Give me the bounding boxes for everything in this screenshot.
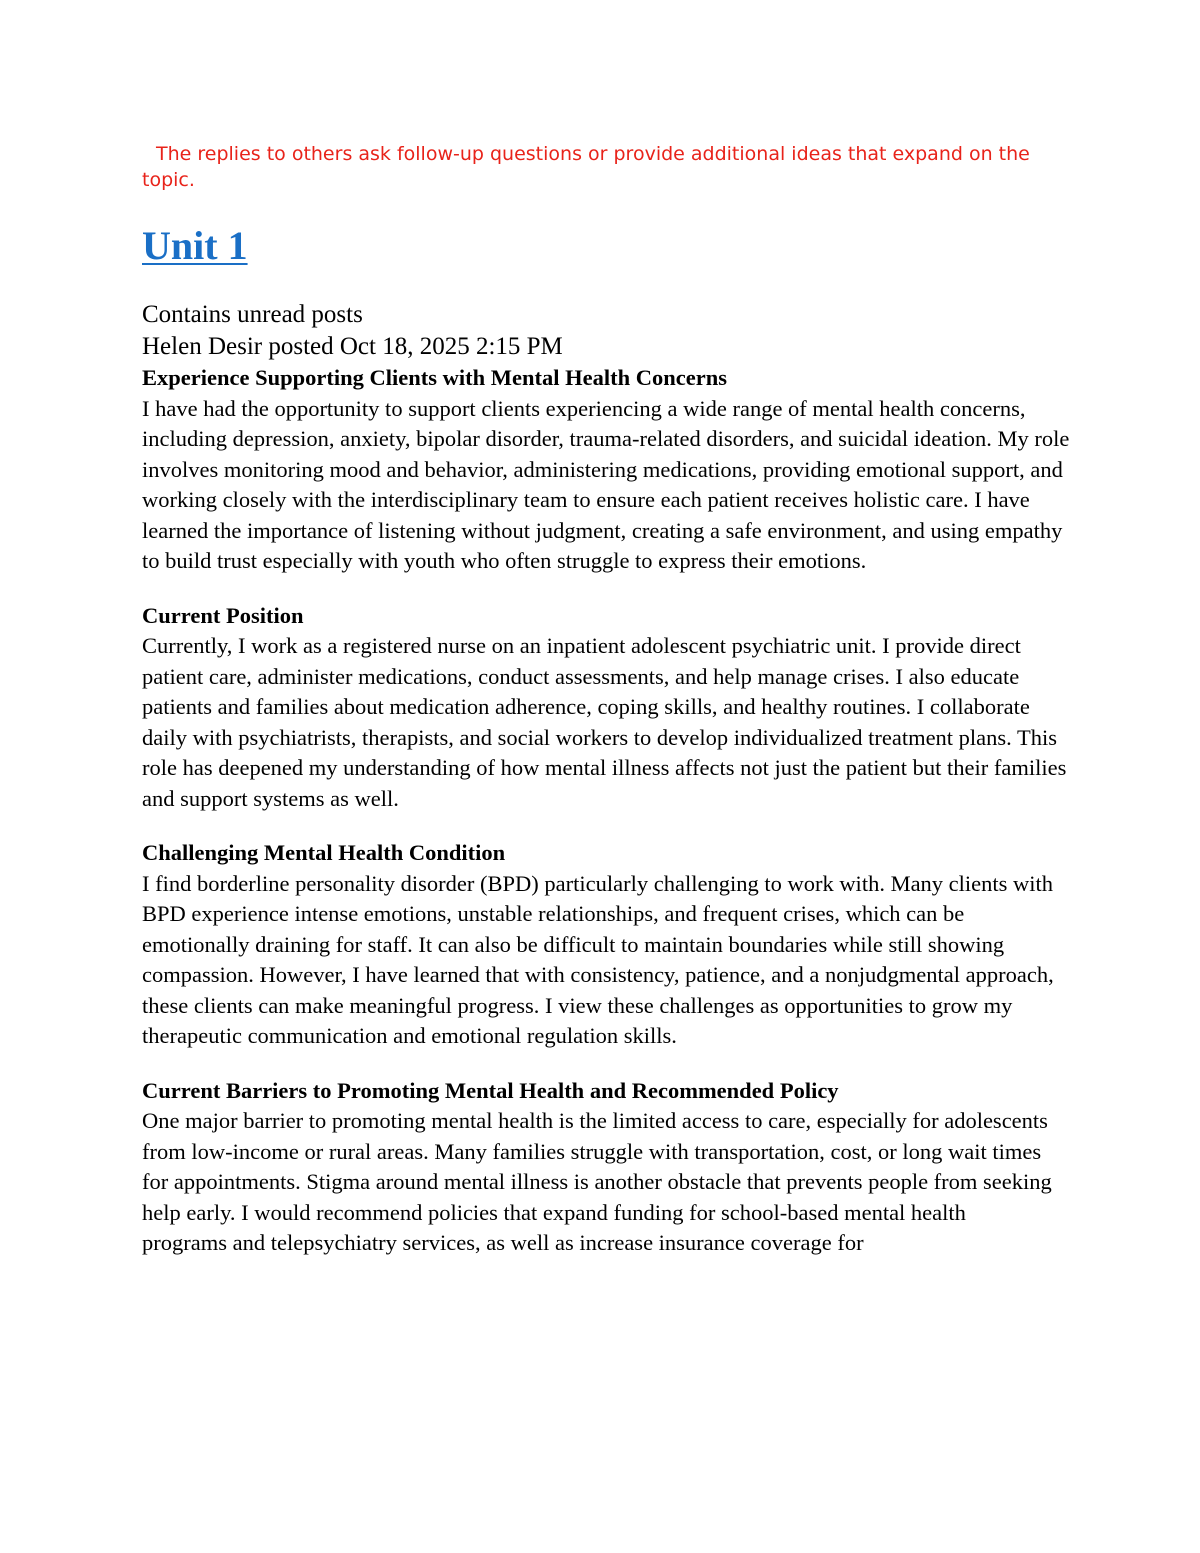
post-section (142, 1076, 1072, 1259)
section-title: Challenging Mental Health Condition (142, 840, 506, 865)
post-section (142, 838, 1072, 1052)
section-title: Current Position (142, 602, 304, 628)
section-paragraph: I have had the opportunity to support clients experiencing a wide range of mental health concerns, including depression, anxiety, bipolar disorder, trauma-related disorders, and suicidal ideation. My role involves monitoring mood and behavior, administering medications, providing emotional support, and working closely with the interdisciplinary team to ensure each patient receives holistic care. I have learned the importance of listening without judgment, creating a safe environment, and using empathy to build trust especially with youth who often struggle to express their emotions. (142, 395, 1070, 573)
section-title: Experience Supporting Clients with Mental Health Concerns (142, 365, 727, 390)
section-paragraph: I find borderline personality disorder (BPD) particularly challenging to work with. Many clients with BPD experience intense emotions, unstable relationships, and frequent crises, which can be emotionally draining for staff. It can also be difficult to maintain boundaries while still showing compassion. However, I have learned that with consistency, patience, and a nonjudgmental approach, these clients can make meaningful progress. I view these challenges as opportunities to grow my therapeutic communication and emotional regulation skills. (142, 870, 1054, 1048)
rubric-note: The replies to others ask follow-up questions or provide additional ideas that expand on the topic. (142, 143, 1030, 191)
section-title: Current Barriers to Promoting Mental Health and Recommended Policy (142, 1077, 839, 1103)
post-author-line: Helen Desir posted Oct 18, 2025 2:15 PM (142, 333, 563, 360)
section-paragraph-continued: programs and telepsychiatry services, as well as increase insurance coverage for (142, 1230, 864, 1255)
section-paragraph: Currently, I work as a registered nurse on an inpatient adolescent psychiatric unit. I provide direct patient care, administer medications, conduct assessments, and help manage crises. I also educate patients and families about medication adherence, coping skills, and healthy routines. I collaborate daily with psychiatrists, therapists, and social workers to develop individualized treatment plans. This role has deepened my understanding of how mental illness affects not just the patient but their families and support systems as well. (142, 633, 1067, 811)
unread-posts-label: Contains unread posts (142, 301, 363, 328)
unit-heading[interactable]: Unit 1 (142, 223, 248, 268)
section-paragraph: One major barrier to promoting mental health is the limited access to care, especially for adolescents from low-income or rural areas. Many families struggle with transportation, cost, or long wait times for appointments. Stigma around mental illness is another obstacle that prevents people from seeking help early. I would recommend policies that expand funding for school-based mental health (142, 1108, 1052, 1225)
post-body (142, 363, 1072, 1259)
discussion-post (142, 299, 1072, 1259)
post-section (142, 601, 1072, 815)
post-section (142, 363, 1072, 577)
